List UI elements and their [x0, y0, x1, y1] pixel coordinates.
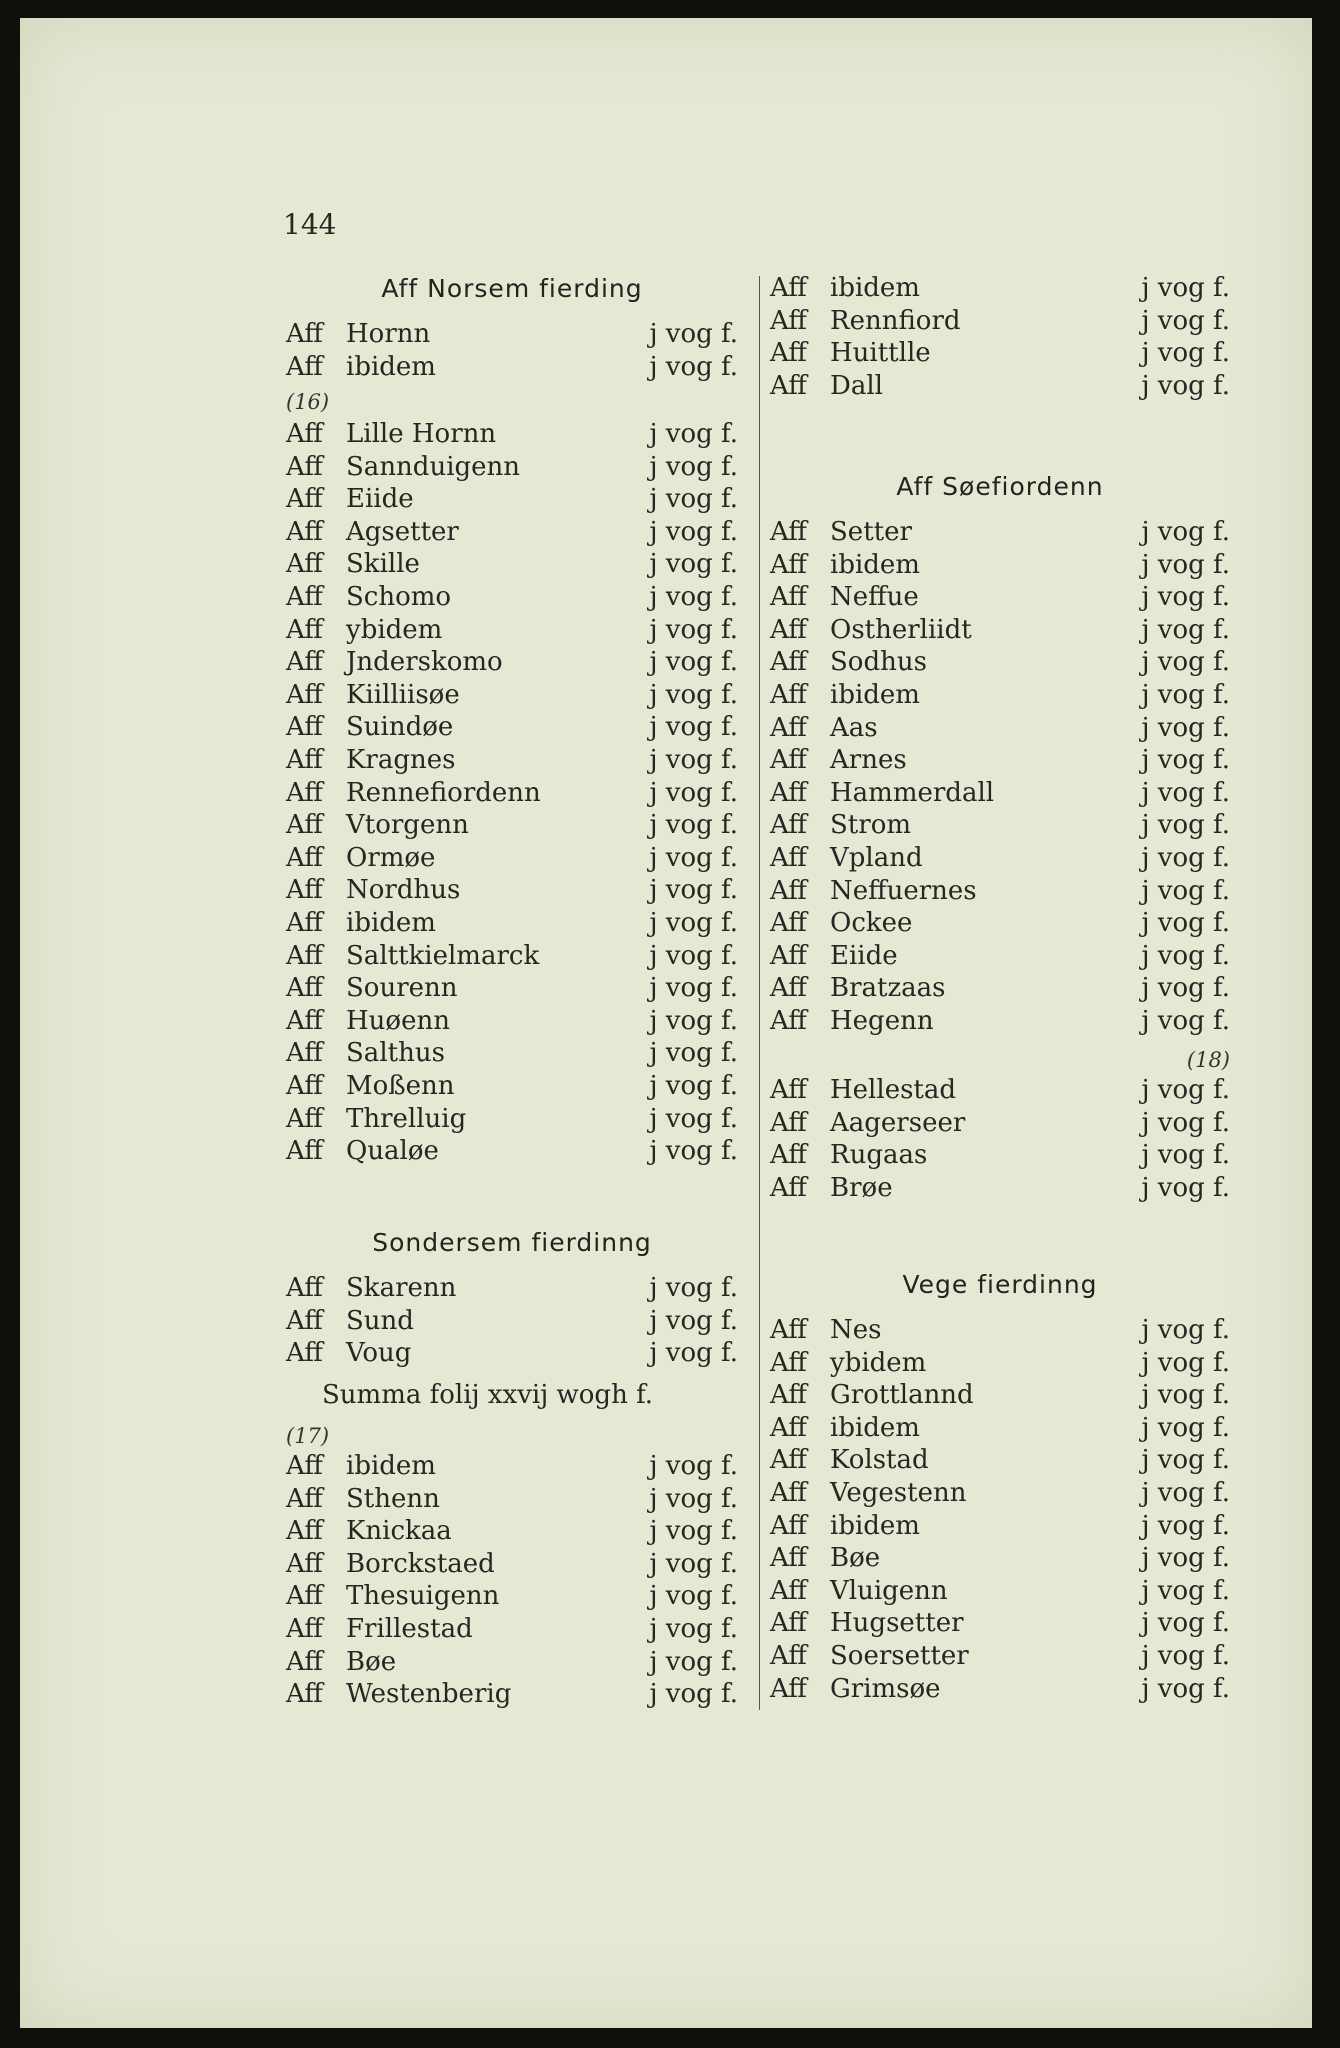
entry-prefix: Aff [286, 810, 323, 841]
entry-row [286, 1135, 738, 1167]
entry-prefix: Aff [770, 745, 807, 776]
entry-value: j vog f. [649, 419, 738, 449]
page-number: 144 [283, 208, 337, 241]
entry-prefix: Aff [286, 549, 323, 580]
entry-value: j vog f. [1141, 940, 1230, 971]
entry-row [286, 1548, 738, 1580]
entry-value: j vog f. [1141, 1006, 1230, 1036]
entry-row [770, 940, 1230, 972]
entry-prefix: Aff [770, 647, 807, 678]
entry-prefix: Aff [770, 1543, 807, 1574]
entry-prefix: Aff [770, 1315, 807, 1345]
entry-value: j vog f. [1141, 305, 1230, 336]
entry-row [770, 1379, 1230, 1411]
entry-name: Ockee [830, 908, 913, 939]
entry-name: Hornn [346, 319, 431, 349]
entry-name: Soersetter [830, 1641, 969, 1671]
entry-prefix: Aff [286, 647, 323, 678]
entry-name: ibidem [346, 351, 436, 382]
entry-prefix: Aff [770, 777, 807, 808]
entry-row [770, 809, 1230, 841]
entry-row [286, 1580, 738, 1612]
entry-value: j vog f. [649, 875, 738, 906]
document-page [20, 18, 1312, 2028]
entry-row [770, 1412, 1230, 1444]
entry-prefix: Aff [286, 1581, 323, 1612]
entry-name: Sodhus [830, 647, 927, 678]
entry-prefix: Aff [770, 1608, 807, 1639]
entry-value: j vog f. [649, 1136, 738, 1167]
section-heading-sondersem: Sondersem fierdinng [372, 1228, 652, 1257]
entry-prefix: Aff [770, 1380, 807, 1411]
entry-row [770, 1477, 1230, 1509]
entry-name: Threlluig [346, 1103, 467, 1134]
entry-prefix: Aff [286, 1483, 323, 1514]
entry-prefix: Aff [286, 940, 323, 971]
margin-note-16: (16) [286, 390, 330, 414]
entry-value: j vog f. [649, 1646, 738, 1677]
entry-name: Salttkielmarck [346, 940, 540, 971]
entry-row [770, 1347, 1230, 1379]
entry-value: j vog f. [1141, 810, 1230, 841]
entry-value: j vog f. [1141, 777, 1230, 808]
entry-row [286, 646, 738, 678]
entry-row [286, 318, 738, 350]
entry-value: j vog f. [1141, 1380, 1230, 1411]
entry-prefix: Aff [286, 614, 323, 645]
entry-row [770, 1673, 1230, 1705]
entry-row [286, 1103, 738, 1135]
entry-prefix: Aff [770, 1445, 807, 1476]
entry-name: ybidem [346, 614, 443, 645]
entry-row [286, 1272, 738, 1304]
entry-value: j vog f. [1141, 517, 1230, 547]
entry-prefix: Aff [770, 370, 807, 401]
entry-value: j vog f. [1141, 1140, 1230, 1171]
entry-value: j vog f. [649, 1581, 738, 1612]
entry-prefix: Aff [770, 582, 807, 613]
entry-name: Bratzaas [830, 973, 946, 1004]
entry-value: j vog f. [1141, 1510, 1230, 1541]
entry-value: j vog f. [1141, 843, 1230, 873]
entry-value: j vog f. [649, 516, 738, 547]
entry-name: Rugaas [830, 1140, 928, 1171]
entry-value: j vog f. [1141, 647, 1230, 678]
entry-prefix: Aff [286, 1038, 323, 1069]
entry-name: Eiide [830, 940, 898, 971]
entry-prefix: Aff [286, 1305, 323, 1336]
section-heading-vege: Vege fierdinng [902, 1270, 1098, 1299]
entry-value: j vog f. [1141, 973, 1230, 1004]
entry-value: j vog f. [1141, 1315, 1230, 1345]
entry-prefix: Aff [286, 712, 323, 743]
entry-value: j vog f. [649, 1679, 738, 1710]
entry-name: Sthenn [346, 1483, 440, 1514]
entry-row [770, 1074, 1230, 1106]
entry-row [286, 744, 738, 776]
entry-value: j vog f. [1141, 908, 1230, 939]
entry-row [286, 581, 738, 613]
entry-value: j vog f. [649, 745, 738, 775]
entry-name: Eiide [346, 484, 414, 515]
entry-prefix: Aff [286, 1614, 323, 1644]
entry-name: Sund [346, 1305, 414, 1336]
entry-prefix: Aff [770, 1575, 807, 1606]
entry-name: Neffuernes [830, 875, 977, 906]
entry-value: j vog f. [649, 1005, 738, 1036]
entry-value: j vog f. [649, 810, 738, 841]
entry-name: Thesuigenn [346, 1581, 500, 1612]
entry-row [286, 351, 738, 383]
entry-prefix: Aff [770, 1107, 807, 1138]
entry-row [770, 744, 1230, 776]
entry-prefix: Aff [770, 875, 807, 906]
entry-row [286, 1337, 738, 1369]
entry-name: Nordhus [346, 875, 461, 906]
entry-name: ibidem [346, 1451, 436, 1481]
entry-prefix: Aff [770, 1478, 807, 1508]
entry-row [770, 272, 1230, 304]
entry-prefix: Aff [286, 1136, 323, 1167]
entry-prefix: Aff [286, 973, 323, 1004]
entry-value: j vog f. [1141, 745, 1230, 776]
entry-name: Sannduigenn [346, 451, 521, 482]
entry-name: Lille Hornn [346, 419, 497, 449]
entry-value: j vog f. [649, 777, 738, 808]
entry-name: Hegenn [830, 1006, 934, 1036]
entry-value: j vog f. [1141, 1575, 1230, 1606]
entry-value: j vog f. [649, 614, 738, 645]
entry-value: j vog f. [1141, 273, 1230, 303]
entry-name: Moßenn [346, 1071, 455, 1101]
entry-prefix: Aff [286, 484, 323, 515]
entry-prefix: Aff [770, 1641, 807, 1671]
entry-name: Strom [830, 810, 911, 841]
entry-row [286, 842, 738, 874]
entry-name: Kragnes [346, 745, 456, 775]
margin-note-18: (18) [1186, 1048, 1230, 1072]
entry-value: j vog f. [649, 549, 738, 580]
entry-prefix: Aff [286, 1646, 323, 1677]
entry-name: Sourenn [346, 973, 458, 1004]
column-divider [759, 276, 760, 1710]
entry-prefix: Aff [770, 1412, 807, 1443]
entry-name: Vegestenn [830, 1478, 967, 1508]
entry-name: Suindøe [346, 712, 454, 743]
entry-row [286, 1613, 738, 1645]
entry-value: j vog f. [649, 484, 738, 515]
entry-prefix: Aff [286, 419, 323, 449]
entry-prefix: Aff [770, 1172, 807, 1203]
entry-value: j vog f. [1141, 614, 1230, 645]
entry-value: j vog f. [1141, 1412, 1230, 1443]
entry-value: j vog f. [649, 582, 738, 612]
entry-name: Rennfiord [830, 305, 961, 336]
entry-row [770, 370, 1230, 402]
entry-value: j vog f. [1141, 680, 1230, 710]
entry-row [286, 614, 738, 646]
entry-name: Ostherliidt [830, 614, 972, 645]
entry-prefix: Aff [770, 940, 807, 971]
entry-prefix: Aff [286, 351, 323, 382]
entry-row [770, 1139, 1230, 1171]
entry-name: Dall [830, 370, 883, 401]
entry-row [286, 1450, 738, 1482]
entry-row [770, 1510, 1230, 1542]
entry-prefix: Aff [770, 549, 807, 580]
entry-prefix: Aff [770, 1510, 807, 1541]
entry-row [770, 646, 1230, 678]
entry-name: Agsetter [346, 516, 459, 547]
entry-name: Hugsetter [830, 1608, 964, 1639]
entry-row [286, 1678, 738, 1710]
entry-value: j vog f. [649, 842, 738, 873]
entry-prefix: Aff [286, 908, 323, 938]
entry-prefix: Aff [770, 517, 807, 547]
entry-value: j vog f. [649, 973, 738, 1004]
entry-value: j vog f. [1141, 1608, 1230, 1639]
entry-value: j vog f. [649, 1614, 738, 1644]
entry-row [770, 842, 1230, 874]
entry-prefix: Aff [286, 1273, 323, 1303]
entry-name: Bøe [830, 1543, 881, 1574]
entry-name: Jnderskomo [346, 647, 503, 678]
entry-value: j vog f. [1141, 370, 1230, 401]
entry-row [286, 940, 738, 972]
entry-row [286, 874, 738, 906]
entry-value: j vog f. [1141, 338, 1230, 368]
entry-value: j vog f. [1141, 712, 1230, 743]
entry-value: j vog f. [1141, 1641, 1230, 1671]
entry-prefix: Aff [286, 1451, 323, 1481]
entry-prefix: Aff [286, 842, 323, 873]
entry-prefix: Aff [286, 516, 323, 547]
entry-prefix: Aff [286, 1103, 323, 1134]
entry-row [770, 1444, 1230, 1476]
entry-value: j vog f. [649, 1451, 738, 1481]
entry-value: j vog f. [649, 1273, 738, 1303]
entry-row [286, 516, 738, 548]
entry-row [286, 483, 738, 515]
entry-value: j vog f. [1141, 1347, 1230, 1378]
entry-row [286, 548, 738, 580]
section-heading-soefiordenn: Aff Søefiordenn [896, 472, 1104, 501]
entry-value: j vog f. [1141, 582, 1230, 613]
entry-name: Brøe [830, 1172, 893, 1203]
entry-prefix: Aff [286, 875, 323, 906]
entry-name: Knickaa [346, 1516, 452, 1547]
entry-prefix: Aff [770, 843, 807, 873]
entry-name: Voug [346, 1338, 412, 1368]
entry-row [770, 875, 1230, 907]
entry-prefix: Aff [286, 451, 323, 482]
entry-row [770, 1172, 1230, 1204]
entry-value: j vog f. [649, 1548, 738, 1579]
entry-row [286, 777, 738, 809]
entry-row [770, 1575, 1230, 1607]
entry-name: Skille [346, 549, 420, 580]
entry-value: j vog f. [1141, 1075, 1230, 1105]
entry-prefix: Aff [770, 338, 807, 368]
entry-name: Grottlannd [830, 1380, 974, 1411]
entry-name: Nes [830, 1315, 882, 1345]
entry-row [770, 1607, 1230, 1639]
entry-row [286, 1305, 738, 1337]
entry-name: ibidem [830, 273, 920, 303]
entry-value: j vog f. [649, 940, 738, 971]
entry-row [286, 1646, 738, 1678]
entry-name: ybidem [830, 1347, 927, 1378]
entry-name: Huittlle [830, 338, 931, 368]
entry-prefix: Aff [286, 582, 323, 612]
entry-name: Bøe [346, 1646, 397, 1677]
entry-name: Skarenn [346, 1273, 457, 1303]
entry-prefix: Aff [286, 1338, 323, 1368]
entry-row [770, 1640, 1230, 1672]
entry-prefix: Aff [770, 712, 807, 743]
entry-value: j vog f. [1141, 875, 1230, 906]
entry-row [286, 972, 738, 1004]
entry-value: j vog f. [649, 1338, 738, 1368]
entry-prefix: Aff [770, 680, 807, 710]
entry-prefix: Aff [770, 305, 807, 336]
entry-value: j vog f. [1141, 1172, 1230, 1203]
entry-row [770, 305, 1230, 337]
section-heading-norsem: Aff Norsem fierding [381, 274, 643, 303]
entry-row [286, 679, 738, 711]
entry-prefix: Aff [770, 273, 807, 303]
entry-name: Qualøe [346, 1136, 439, 1167]
entry-value: j vog f. [649, 679, 738, 710]
entry-value: j vog f. [649, 1305, 738, 1336]
entry-value: j vog f. [1141, 1478, 1230, 1508]
entry-name: Frillestad [346, 1614, 473, 1644]
entry-row [770, 907, 1230, 939]
entry-prefix: Aff [770, 1347, 807, 1378]
entry-value: j vog f. [649, 351, 738, 382]
entry-name: ibidem [830, 680, 920, 710]
entry-prefix: Aff [286, 319, 323, 349]
entry-name: Schomo [346, 582, 452, 612]
entry-row [770, 1542, 1230, 1574]
entry-row [286, 1515, 738, 1547]
entry-name: Salthus [346, 1038, 445, 1069]
entry-name: Kiilliisøe [346, 679, 460, 710]
entry-value: j vog f. [649, 1483, 738, 1514]
entry-prefix: Aff [286, 1071, 323, 1101]
entry-row [770, 1107, 1230, 1139]
entry-prefix: Aff [770, 614, 807, 645]
entry-prefix: Aff [770, 1006, 807, 1036]
entry-row [286, 1070, 738, 1102]
entry-name: Aagerseer [830, 1107, 966, 1138]
entry-prefix: Aff [770, 1140, 807, 1171]
entry-prefix: Aff [286, 1548, 323, 1579]
entry-value: j vog f. [649, 1071, 738, 1101]
summa-line: Summa folij xxvij wogh f. [322, 1380, 654, 1410]
entry-value: j vog f. [649, 1038, 738, 1069]
entry-value: j vog f. [1141, 1107, 1230, 1138]
entry-prefix: Aff [286, 1679, 323, 1710]
entry-value: j vog f. [649, 1103, 738, 1134]
entry-value: j vog f. [649, 647, 738, 678]
entry-prefix: Aff [286, 1005, 323, 1036]
entry-row [770, 516, 1230, 548]
entry-name: Setter [830, 517, 912, 547]
entry-name: Arnes [830, 745, 907, 776]
entry-prefix: Aff [286, 679, 323, 710]
entry-name: Vluigenn [830, 1575, 948, 1606]
entry-prefix: Aff [770, 1673, 807, 1704]
margin-note-17: (17) [286, 1424, 330, 1448]
entry-name: Borckstaed [346, 1548, 495, 1579]
entry-row [286, 711, 738, 743]
entry-name: Ormøe [346, 842, 436, 873]
entry-prefix: Aff [770, 1075, 807, 1105]
entry-value: j vog f. [1141, 1445, 1230, 1476]
entry-row [286, 1037, 738, 1069]
entry-name: Huøenn [346, 1005, 450, 1036]
entry-name: Westenberig [346, 1679, 512, 1710]
entry-name: Vpland [830, 843, 923, 873]
entry-row [770, 581, 1230, 613]
entry-row [770, 1005, 1230, 1037]
entry-name: Kolstad [830, 1445, 929, 1476]
entry-value: j vog f. [649, 451, 738, 482]
entry-name: ibidem [830, 1412, 920, 1443]
entry-row [286, 451, 738, 483]
entry-row [286, 418, 738, 450]
entry-row [770, 777, 1230, 809]
entry-value: j vog f. [1141, 1543, 1230, 1574]
entry-name: ibidem [830, 549, 920, 580]
entry-row [286, 907, 738, 939]
entry-value: j vog f. [649, 319, 738, 349]
entry-name: Vtorgenn [346, 810, 469, 841]
entry-prefix: Aff [770, 908, 807, 939]
entry-name: Hellestad [830, 1075, 957, 1105]
entry-name: ibidem [346, 908, 436, 938]
entry-name: ibidem [830, 1510, 920, 1541]
entry-value: j vog f. [1141, 549, 1230, 580]
entry-value: j vog f. [649, 908, 738, 938]
entry-row [770, 337, 1230, 369]
entry-row [770, 614, 1230, 646]
entry-name: Grimsøe [830, 1673, 941, 1704]
entry-row [770, 712, 1230, 744]
entry-name: Aas [830, 712, 878, 743]
entry-row [770, 679, 1230, 711]
entry-name: Hammerdall [830, 777, 995, 808]
entry-row [286, 1483, 738, 1515]
entry-value: j vog f. [649, 712, 738, 743]
entry-prefix: Aff [286, 745, 323, 775]
entry-name: Rennefiordenn [346, 777, 541, 808]
entry-prefix: Aff [770, 810, 807, 841]
entry-row [770, 549, 1230, 581]
entry-row [286, 809, 738, 841]
entry-row [770, 1314, 1230, 1346]
entry-value: j vog f. [1141, 1673, 1230, 1704]
entry-prefix: Aff [286, 777, 323, 808]
entry-row [770, 972, 1230, 1004]
entry-prefix: Aff [770, 973, 807, 1004]
entry-prefix: Aff [286, 1516, 323, 1547]
entry-name: Neffue [830, 582, 919, 613]
entry-row [286, 1005, 738, 1037]
entry-value: j vog f. [649, 1516, 738, 1547]
